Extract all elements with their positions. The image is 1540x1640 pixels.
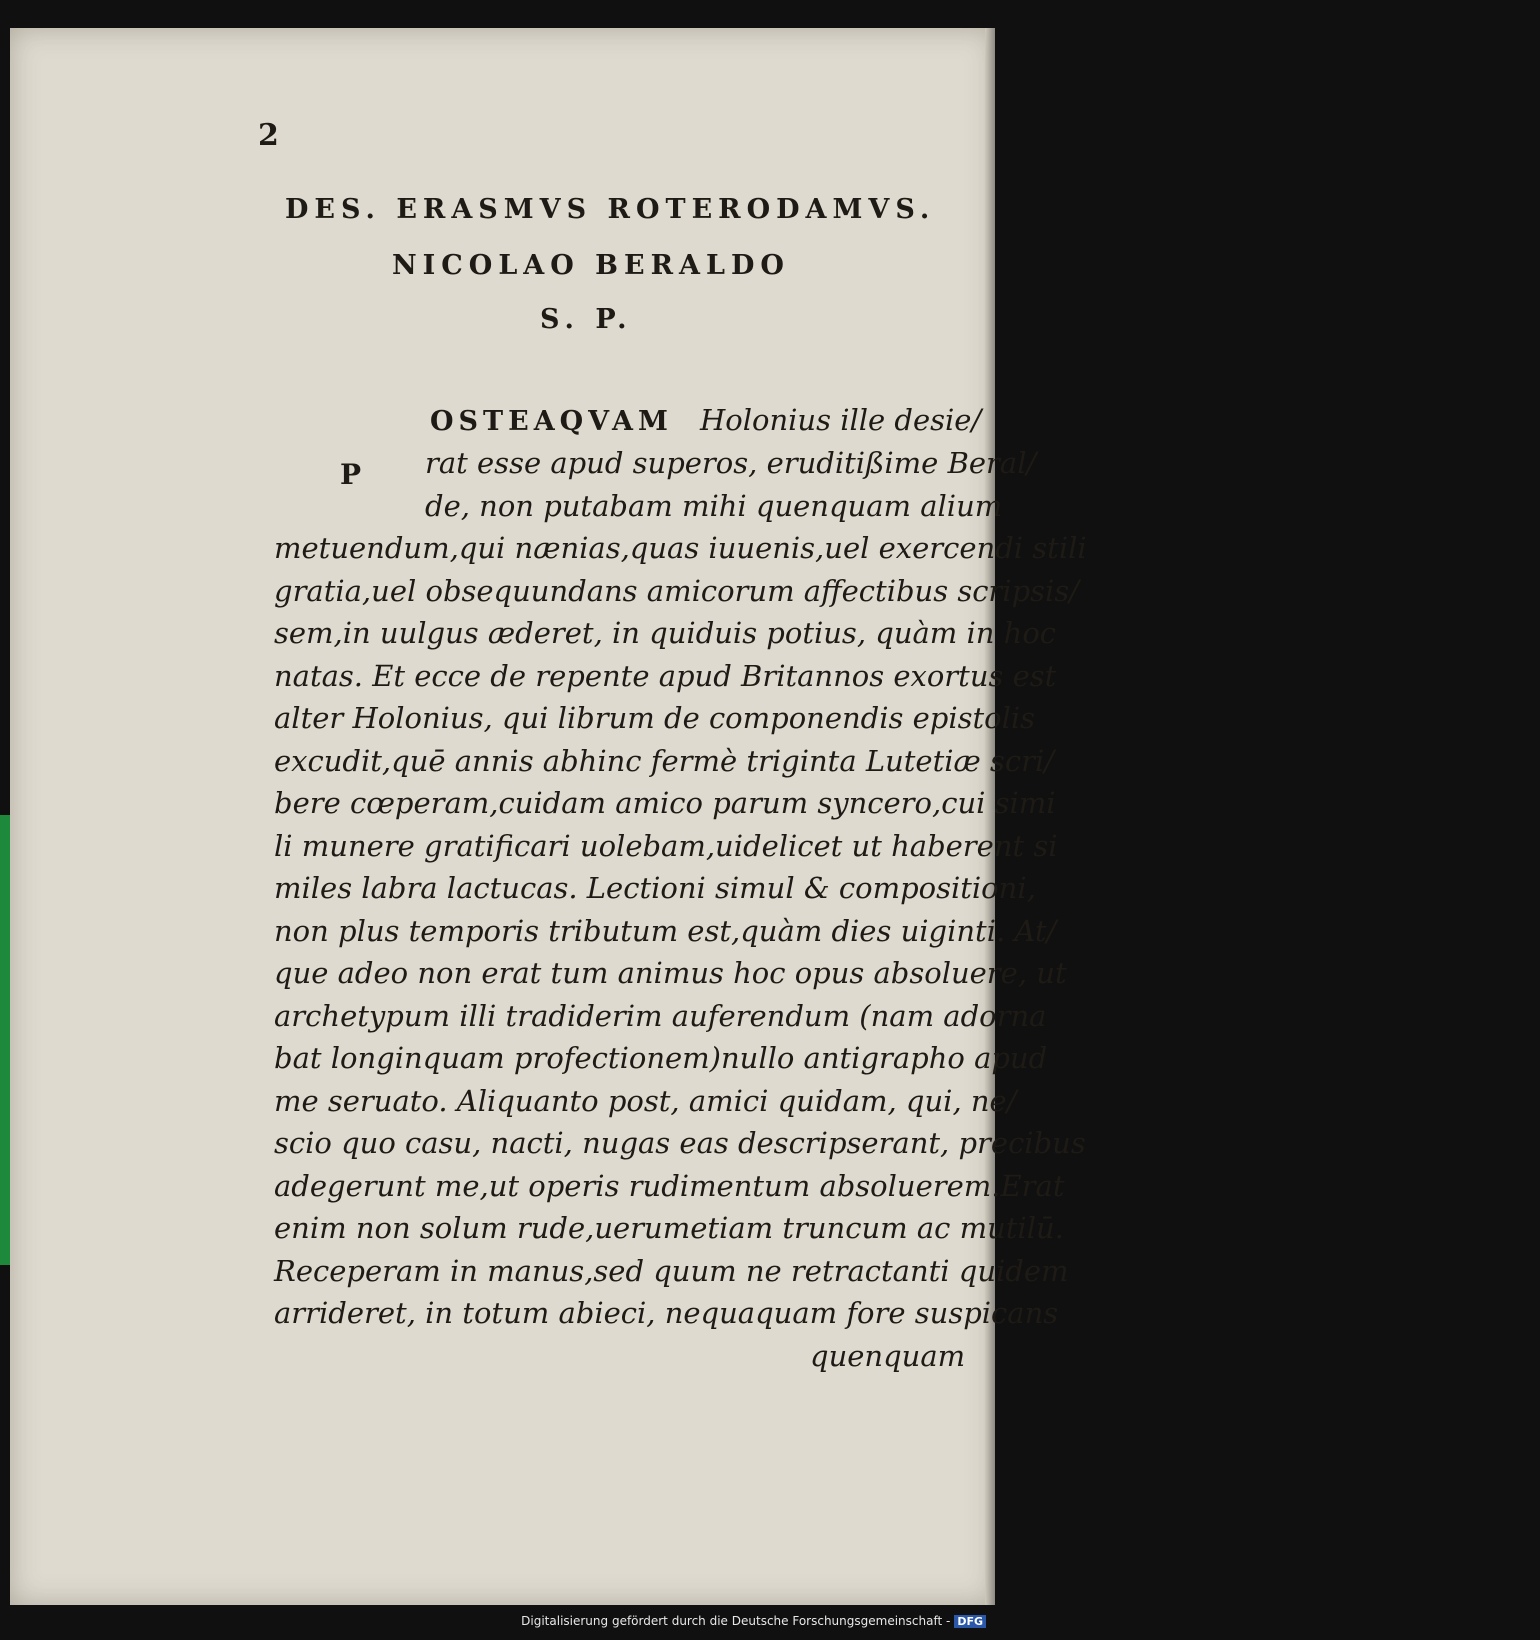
dfg-logo: DFG xyxy=(954,1615,986,1628)
text-line: adegerunt me,ut operis rudimentum absoluerem.Erat xyxy=(274,1169,1065,1203)
text-line: que adeo non erat tum animus hoc opus absoluere, ut xyxy=(274,956,1067,990)
heading-line-1: DES. ERASMVS ROTERODAMVS. xyxy=(285,194,936,225)
text-line: de, non putabam mihi quenquam alium xyxy=(425,489,1003,523)
page-number: 2 xyxy=(258,118,279,153)
text-line: non plus temporis tributum est,quàm dies uiginti. At/ xyxy=(274,914,1057,948)
text-line: Receperam in manus,sed quum ne retractanti quidem xyxy=(274,1254,1069,1288)
text-line: gratia,uel obsequundans amicorum affectibus scripsis/ xyxy=(274,574,1079,608)
text-line: Holonius ille desie/ xyxy=(700,403,982,437)
catchword: quenquam xyxy=(810,1339,966,1373)
drop-capital: P xyxy=(340,458,362,491)
text-line: sem,in uulgus æderet, in quiduis potius, quàm in hoc xyxy=(274,616,1057,650)
text-line: li munere gratificari uolebam,uidelicet ut haberent si xyxy=(274,829,1058,863)
text-line: scio quo casu, nacti, nugas eas descripserant, precibus xyxy=(274,1126,1086,1160)
heading-line-2: NICOLAO BERALDO xyxy=(392,250,790,281)
text-line: excudit,quē annis abhinc fermè triginta Lutetiæ scri/ xyxy=(274,744,1055,778)
footer-text: Digitalisierung gefördert durch die Deutsche Forschungsgemeinschaft - xyxy=(521,1614,951,1628)
text-line: miles labra lactucas. Lectioni simul & compositioni, xyxy=(274,871,1036,905)
text-line: me seruato. Aliquanto post, amici quidam, qui, ne/ xyxy=(274,1084,1017,1118)
text-line: alter Holonius, qui librum de componendis epistolis xyxy=(274,701,1036,735)
text-line: archetypum illi tradiderim auferendum (nam adorna xyxy=(274,999,1047,1033)
text-line: rat esse apud superos, eruditißime Beral/ xyxy=(425,446,1037,480)
text-line: bat longinquam profectionem)nullo antigrapho apud xyxy=(274,1041,1048,1075)
text-line: metuendum,qui nænias,quas iuuenis,uel exercendi stili xyxy=(274,531,1087,565)
text-line: bere cœperam,cuidam amico parum syncero,cui simi xyxy=(274,786,1056,820)
opening-capitals: OSTEAQVAM xyxy=(430,406,673,437)
heading-line-3: S. P. xyxy=(540,304,633,335)
text-line: arrideret, in totum abieci, nequaquam fore suspicans xyxy=(274,1296,1059,1330)
funding-footer xyxy=(521,1614,986,1628)
text-line: natas. Et ecce de repente apud Britannos exortus est xyxy=(274,659,1057,693)
text-line: enim non solum rude,uerumetiam truncum ac mutilū. xyxy=(274,1211,1064,1245)
